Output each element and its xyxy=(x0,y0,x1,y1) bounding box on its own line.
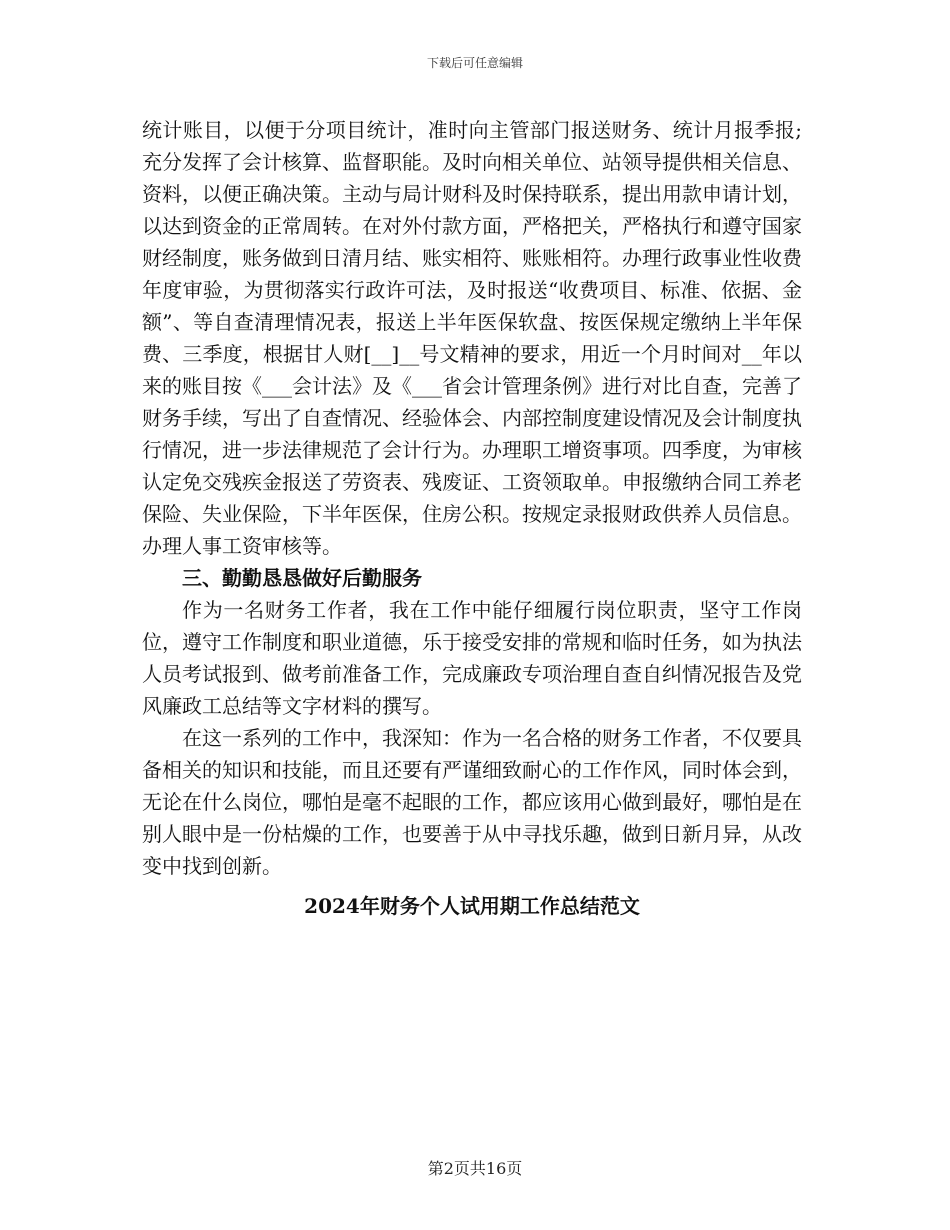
document-title: 2024年财务个人试用期工作总结范文 xyxy=(304,894,640,918)
page-header-note: 下载后可任意编辑 xyxy=(426,56,523,70)
page-footer: 第2页共16页 xyxy=(427,1159,523,1178)
document-body xyxy=(142,114,802,922)
section-heading-3: 三、勤勤恳恳做好后勤服务 xyxy=(182,566,422,590)
body-paragraph-1: 统计账目，以便于分项目统计，准时向主管部门报送财务、统计月报季报;充分发挥了会计核算、监督职能。及时向相关单位、站领导提供相关信息、资料，以便正确决策。主动与局计财科及时保持联系，提出用款申请计划，以达到资金的正常周转。在对外付款方面，严格把关，严格执行和遵守国家财经制度，账务做到日清月结、账实相符、账账相符。办理行政事业性收费年度审验，为贯彻落实行政许可法，及时报送“收费项目、标准、依据、金额”、等自查清理情况表，报送上半年医保软盘、按医保规定缴纳上半年保费、三季度，根据甘人财[__]__号文精神的要求，用近一个月时间对__年以来的账目按《___会计法》及《___省会计管理条例》进行对比自查，完善了财务手续，写出了自查情况、经验体会、内部控制度建设情况及会计制度执行情况，进一步法律规范了会计行为。办理职工增资事项。四季度，为审核认定免交残疾金报送了劳资表、残废证、工资领取单。申报缴纳合同工养老保险、失业保险，下半年医保，住房公积。按规定录报财政供养人员信息。办理人事工资审核等。 xyxy=(142,118,802,558)
body-paragraph-2: 作为一名财务工作者，我在工作中能仔细履行岗位职责，坚守工作岗位，遵守工作制度和职业道德，乐于接受安排的常规和临时任务，如为执法人员考试报到、做考前准备工作，完成廉政专项治理自查自纠情况报告及党风廉政工总结等文字材料的撰写。 xyxy=(142,598,802,718)
body-paragraph-3: 在这一系列的工作中，我深知：作为一名合格的财务工作者，不仅要具备相关的知识和技能，而且还要有严谨细致耐心的工作作风，同时体会到，无论在什么岗位，哪怕是毫不起眼的工作，都应该用心做到最好，哪怕是在别人眼中是一份枯燥的工作，也要善于从中寻找乐趣，做到日新月异，从改变中找到创新。 xyxy=(142,726,802,878)
